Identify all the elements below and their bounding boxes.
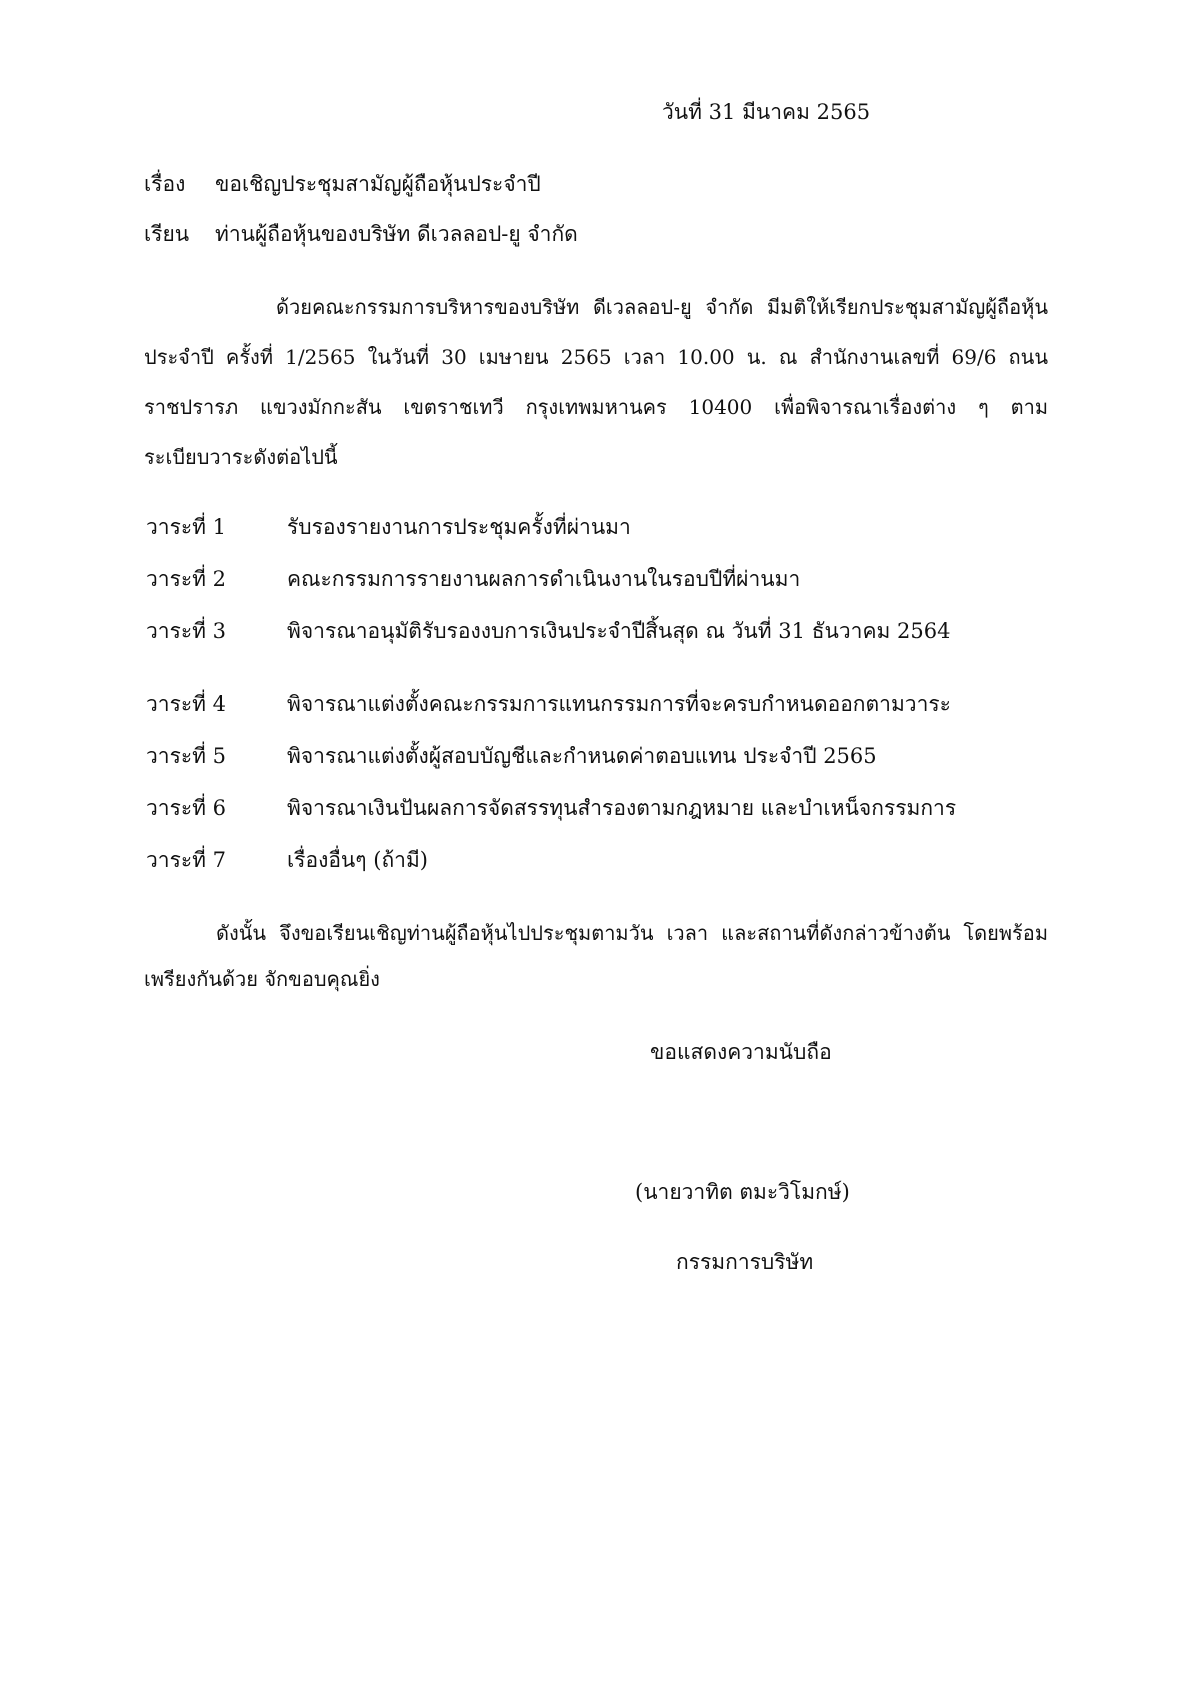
agenda-item-7-number: วาระที่ 7 (146, 848, 227, 872)
recipient-label: เรียน (144, 222, 190, 246)
agenda-item-1-number: วาระที่ 1 (146, 515, 227, 539)
closing-paragraph: ดังนั้น จึงขอเรียนเชิญท่านผู้ถือหุ้นไปประชุมตามวัน เวลา และสถานที่ดังกล่าวข้างต้น โดยพร้อมเพรียงกันด้วย จักขอบคุณยิ่ง (144, 921, 1048, 991)
signer-position: กรรมการบริษัท (676, 1250, 814, 1274)
letter-date: วันที่ 31 มีนาคม 2565 (662, 100, 871, 124)
agenda-item-2-text: คณะกรรมการรายงานผลการดำเนินงานในรอบปีที่ผ่านมา (287, 567, 801, 591)
agenda-item-4-text: พิจารณาแต่งตั้งคณะกรรมการแทนกรรมการที่จะครบกำหนดออกตามวาระ (287, 692, 951, 716)
agenda-item-7-text: เรื่องอื่นๆ (ถ้ามี) (287, 848, 428, 872)
agenda-item-3-text: พิจารณาอนุมัติรับรองงบการเงินประจำปีสิ้นสุด ณ วันที่ 31 ธันวาคม 2564 (287, 619, 951, 643)
agenda-item-4-number: วาระที่ 4 (146, 692, 227, 716)
body-paragraph: ด้วยคณะกรรมการบริหารของบริษัท ดีเวลลอป-ยู จำกัด มีมติให้เรียกประชุมสามัญผู้ถือหุ้นประจำปี ครั้งที่ 1/2565 ในวันที่ 30 เมษายน 2565 เวลา 10.00 น. ณ สำนักงานเลขที่ 69/6 ถนนราชปรารภ แขวงมักกะสัน เขตราชเทวี กรุงเทพมหานคร 10400 เพื่อพิจารณาเรื่องต่าง ๆ ตามระเบียบวาระดังต่อไปนี้ (144, 295, 1048, 469)
agenda-item-6-number: วาระที่ 6 (146, 796, 227, 820)
agenda-item-5-text: พิจารณาแต่งตั้งผู้สอบบัญชีและกำหนดค่าตอบแทน ประจำปี 2565 (287, 744, 877, 768)
agenda-item-1-text: รับรองรายงานการประชุมครั้งที่ผ่านมา (287, 515, 631, 539)
closing-salutation: ขอแสดงความนับถือ (650, 1040, 832, 1064)
subject-label: เรื่อง (144, 172, 186, 196)
agenda-item-6-text: พิจารณาเงินปันผลการจัดสรรทุนสำรองตามกฎหมาย และบำเหน็จกรรมการ (287, 796, 957, 820)
agenda-item-2-number: วาระที่ 2 (146, 567, 227, 591)
recipient-text: ท่านผู้ถือหุ้นของบริษัท ดีเวลลอป-ยู จำกัด (215, 222, 578, 246)
subject-text: ขอเชิญประชุมสามัญผู้ถือหุ้นประจำปี (215, 172, 541, 196)
agenda-item-5-number: วาระที่ 5 (146, 744, 227, 768)
agenda-item-3-number: วาระที่ 3 (146, 619, 227, 643)
signer-name: (นายวาทิต ตมะวิโมกษ์) (635, 1180, 850, 1204)
